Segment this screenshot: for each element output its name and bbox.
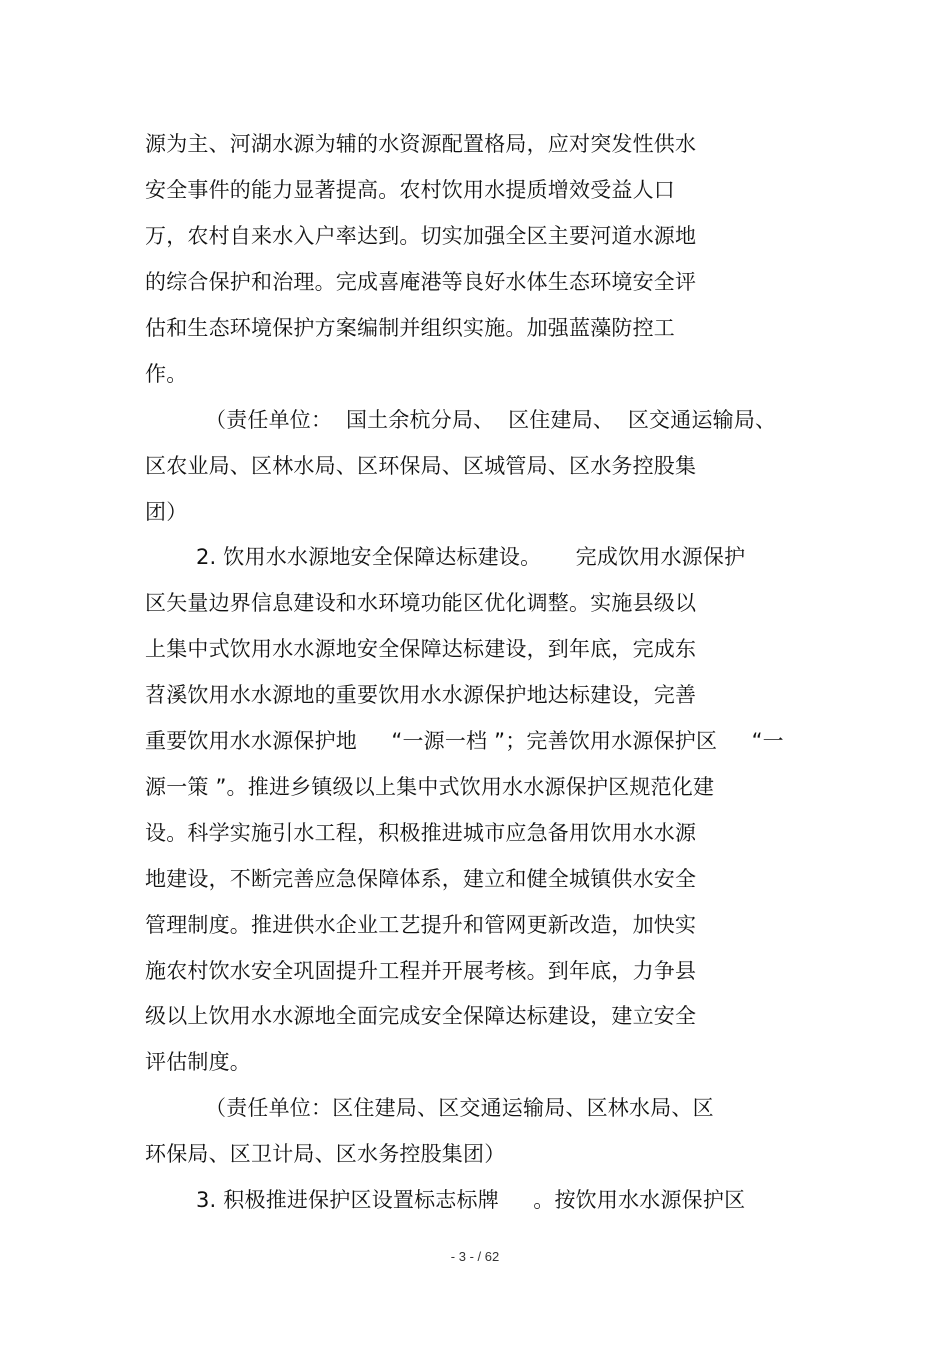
text-line: 上集中式饮用水水源地安全保障达标建设，到年底，完成东 xyxy=(145,637,697,661)
responsibility-line: （责任单位： 国土余杭分局、 区住建局、 区交通运输局、 xyxy=(205,408,777,432)
text-line: 源为主、河湖水源为辅的水资源配置格局，应对突发性供水 xyxy=(145,132,697,156)
text-line: 重要饮用水水源保护地 “一源一档 ”；完善饮用水源保护区 “一 xyxy=(145,729,784,753)
text-line: 万，农村自来水入户率达到。切实加强全区主要河道水源地 xyxy=(145,224,697,248)
text-line: 苕溪饮用水水源地的重要饮用水水源保护地达标建设，完善 xyxy=(145,683,697,707)
section-heading: 3. 积极推进保护区设置标志标牌 。按饮用水水源保护区 xyxy=(196,1188,746,1212)
text-line: 设。科学实施引水工程，积极推进城市应急备用饮用水水源 xyxy=(145,821,697,845)
text-line: 团） xyxy=(145,500,188,524)
text-line: 作。 xyxy=(145,362,188,386)
text-line: 地建设，不断完善应急保障体系，建立和健全城镇供水安全 xyxy=(145,867,697,891)
text-line: 安全事件的能力显著提高。农村饮用水提质增效受益人口 xyxy=(145,178,675,202)
text-line: 评估制度。 xyxy=(145,1050,251,1074)
text-line: 级以上饮用水水源地全面完成安全保障达标建设，建立安全 xyxy=(145,1004,697,1028)
page-number: - 3 - / 62 xyxy=(450,1249,500,1264)
text-line: 估和生态环境保护方案编制并组织实施。加强蓝藻防控工 xyxy=(145,316,675,340)
section-heading: 2. 饮用水水源地安全保障达标建设。 完成饮用水源保护 xyxy=(196,545,746,569)
text-line: 区矢量边界信息建设和水环境功能区优化调整。实施县级以 xyxy=(145,591,697,615)
responsibility-line: （责任单位：区住建局、区交通运输局、区林水局、区 xyxy=(205,1096,714,1120)
text-line: 区农业局、区林水局、区环保局、区城管局、区水务控股集 xyxy=(145,454,697,478)
text-line: 环保局、区卫计局、区水务控股集团） xyxy=(145,1142,506,1166)
text-line: 施农村饮水安全巩固提升工程并开展考核。到年底，力争县 xyxy=(145,959,697,983)
text-line: 源一策 ”。推进乡镇级以上集中式饮用水水源保护区规范化建 xyxy=(145,775,715,799)
text-line: 管理制度。推进供水企业工艺提升和管网更新改造，加快实 xyxy=(145,913,697,937)
text-line: 的综合保护和治理。完成喜庵港等良好水体生态环境安全评 xyxy=(145,270,697,294)
